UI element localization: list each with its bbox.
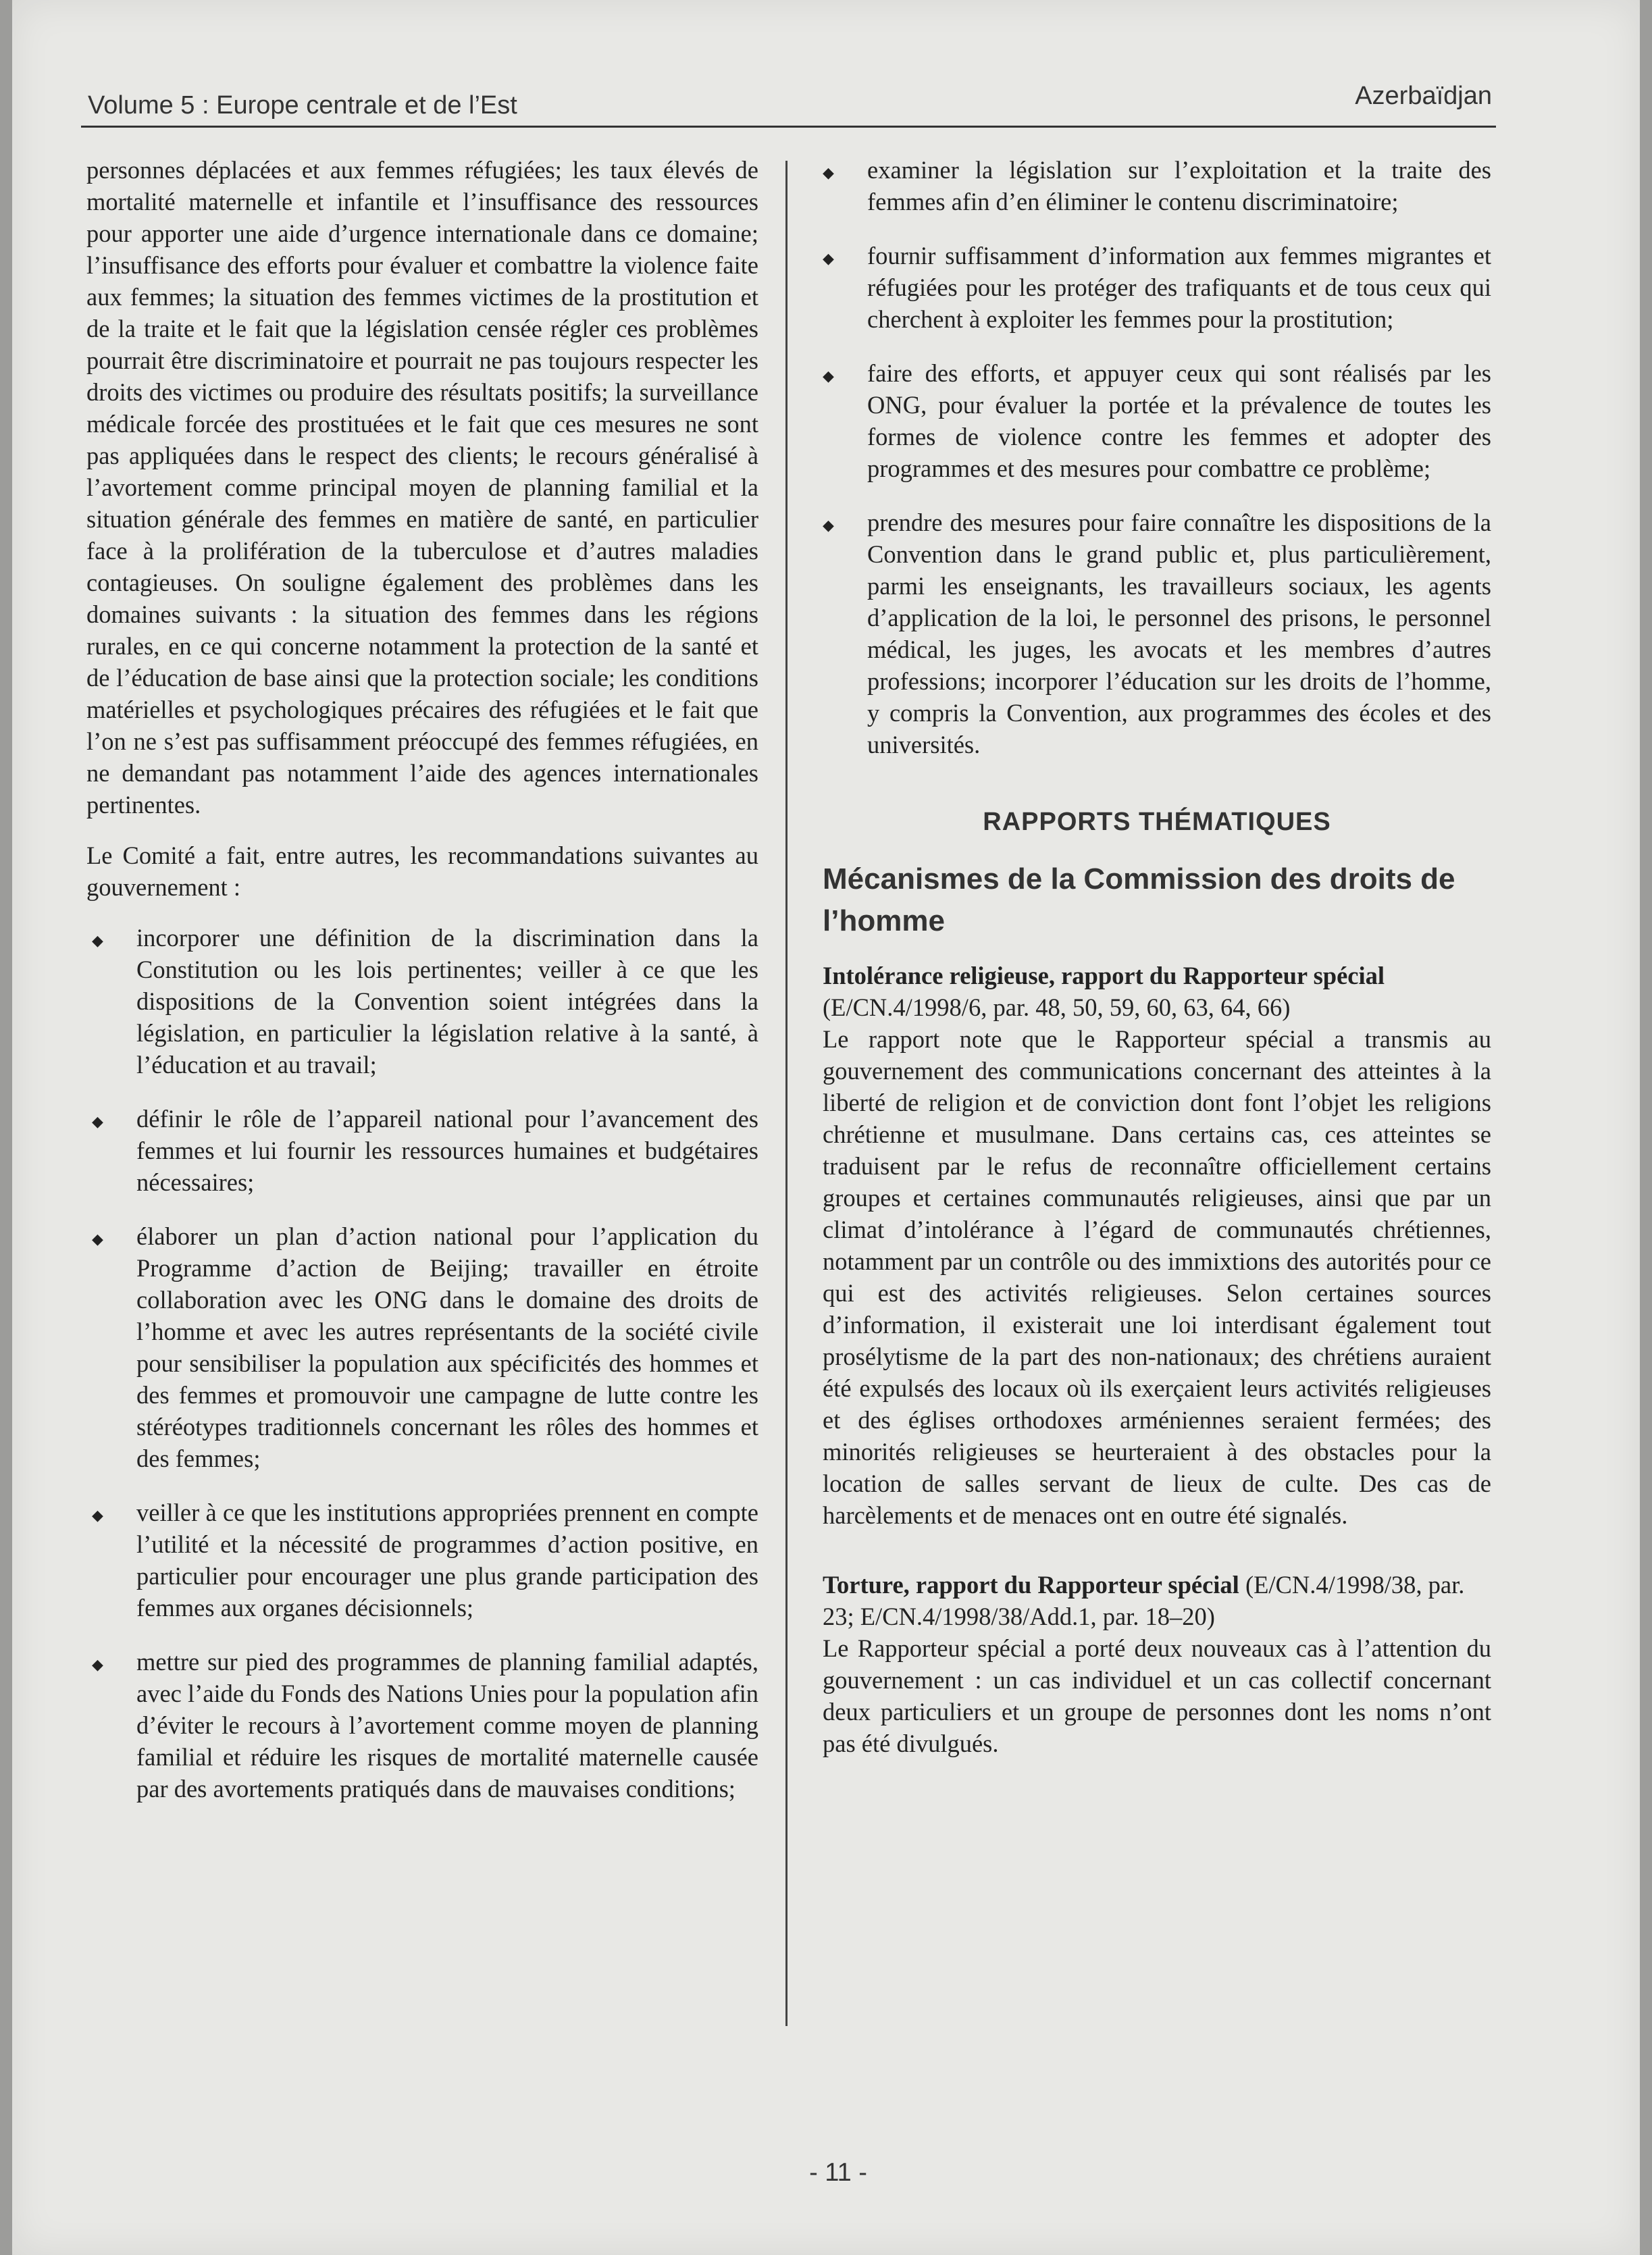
subsection-title: Mécanismes de la Commission des droits de l’homme [823, 862, 1455, 937]
list-item [86, 1220, 758, 1474]
document-page [12, 0, 1640, 2255]
list-item [86, 1497, 758, 1624]
list-item [823, 507, 1491, 760]
item-title: Intolérance religieuse, rapport du Rapporteur spécial [823, 962, 1385, 989]
list-item [86, 1103, 758, 1198]
list-item [86, 922, 758, 1081]
diamond-bullet-icon: ◆ [92, 1507, 103, 1524]
diamond-bullet-icon: ◆ [92, 1230, 103, 1247]
page-header [81, 74, 1496, 128]
diamond-bullet-icon: ◆ [92, 1113, 103, 1130]
diamond-bullet-icon: ◆ [823, 250, 834, 267]
header-country: Azerbaïdjan [1355, 82, 1492, 110]
diamond-bullet-icon: ◆ [92, 932, 103, 949]
list-item [823, 357, 1491, 484]
diamond-bullet-icon: ◆ [823, 517, 834, 534]
diamond-bullet-icon: ◆ [823, 164, 834, 181]
list-item-text: définir le rôle de l’appareil national pour l’avancement des femmes et lui fournir les ressources humaines et budgétaires nécessaires; [136, 1105, 758, 1196]
item-reference: (E/CN.4/1998/38, par. 23; E/CN.4/1998/38/Add.1, par. 18–20) [823, 1571, 1465, 1630]
column-divider [785, 161, 788, 2026]
recommendations-intro: Le Comité a fait, entre autres, les recommandations suivantes au gouvernement : [86, 841, 758, 901]
item-reference: (E/CN.4/1998/6, par. 48, 50, 59, 60, 63, 64, 66) [823, 993, 1291, 1021]
list-item-text: veiller à ce que les institutions appropriées prennent en compte l’utilité et la nécessité de programmes d’action positive, en particulier pour encourager une plus grande participation des femmes aux organes décisionnels; [136, 1499, 758, 1622]
recommendations-list-continued [823, 154, 1491, 760]
section-title: RAPPORTS THÉMATIQUES [983, 808, 1331, 836]
item-heading [823, 1569, 1491, 1632]
list-item-text: incorporer une définition de la discrimination dans la Constitution ou les lois pertinentes; veiller à ce que les dispositions de la Convention soient intégrées dans la législation, en particulier la législation relative à la santé, à l’éducation et au travail; [136, 924, 758, 1079]
item-heading [823, 960, 1491, 1023]
list-item-text: prendre des mesures pour faire connaître les dispositions de la Convention dans le grand public et, plus particulièrement, parmi les enseignants, les travailleurs sociaux, les agents d’application de la loi, le personnel des prisons, le personnel médical, les juges, les avocats et les membres d’autres professions; incorporer l’éducation sur les droits de l’homme, y compris la Convention, aux programmes des écoles et des universités. [867, 509, 1491, 758]
list-item-text: faire des efforts, et appuyer ceux qui sont réalisés par les ONG, pour évaluer la portée et la prévalence de toutes les formes de violence contre les femmes et adopter des programmes et des mesures pour combattre ce problème; [867, 359, 1491, 482]
item-body: Le Rapporteur spécial a porté deux nouveaux cas à l’attention du gouvernement : un cas individuel et un cas collectif concernant deux particuliers et un groupe de personnes dont les noms n’ont pas été divulgués. [823, 1634, 1491, 1757]
list-item [823, 154, 1491, 217]
list-item-text: élaborer un plan d’action national pour l’application du Programme d’action de Beijing; travailler en étroite collaboration avec les ONG dans le domaine des droits de l’homme et avec les autres représentants de la société civile pour sensibiliser la population aux spécificités des hommes et des femmes et promouvoir une campagne de lutte contre les stéréotypes traditionnels concernant les rôles des hommes et des femmes; [136, 1222, 758, 1472]
intro-paragraph: personnes déplacées et aux femmes réfugiées; les taux élevés de mortalité maternelle et infantile et l’insuffisance des ressources pour apporter une aide d’urgence internationale dans ce domaine; l’insuffisance des efforts pour évaluer et combattre la violence faite aux femmes; la situation des femmes victimes de la prostitution et de la traite et le fait que la législation censée régler ces problèmes pourrait être discriminatoire et pourrait ne pas toujours respecter les droits des victimes ou produire des résultats positifs; la surveillance médicale forcée des prostituées et le fait que ces mesures ne sont pas appliquées dans le respect des clients; le recours généralisé à l’avortement comme principal moyen de planning familial et la situation générale des femmes en matière de santé, en particulier face à la prolifération de la tuberculose et d’autres maladies contagieuses. On souligne également des problèmes dans les domaines suivants : la situation des femmes dans les régions rurales, en ce qui concerne notamment la protection de la santé et de l’éducation de base ainsi que la protection sociale; les conditions matérielles et psychologiques précaires des réfugiées et le fait que l’on ne s’est pas suffisamment préoccupé des femmes réfugiées, en ne demandant pas notamment l’aide des agences internationales pertinentes. [86, 156, 758, 819]
header-volume: Volume 5 : Europe centrale et de l’Est [88, 91, 517, 120]
left-column [86, 154, 758, 1827]
right-column [823, 154, 1491, 1797]
item-body: Le rapport note que le Rapporteur spécial a transmis au gouvernement des communications concernant des atteintes à la liberté de religion et de conviction dont font l’objet les religions chrétienne et musulmane. Dans certains cas, ces atteintes se traduisent par le refus de reconnaître officiellement certains groupes et certaines communautés religieuses, ainsi que par un climat d’intolérance à l’égard de communautés chrétiennes, notamment par un contrôle ou des immixtions des autorités pour ce qui est des activités religieuses. Selon certaines sources d’information, il existerait une loi interdisant également tout prosélytisme de la part des non-nationaux; des chrétiens auraient été expulsés des locaux où ils exerçaient leurs activités religieuses et des églises orthodoxes arméniennes seraient fermées; des minorités religieuses se heurteraient à des obstacles pour la location de salles servant de lieux de culte. Des cas de harcèlements et de menaces ont en outre été signalés. [823, 1025, 1491, 1529]
recommendations-list [86, 922, 758, 1805]
list-item-text: fournir suffisamment d’information aux femmes migrantes et réfugiées pour les protéger des trafiquants et de tous ceux qui cherchent à exploiter les femmes pour la prostitution; [867, 242, 1491, 333]
page-number: - 11 - [809, 2158, 867, 2187]
list-item-text: mettre sur pied des programmes de planning familial adaptés, avec l’aide du Fonds des Nations Unies pour la population afin d’éviter le recours à l’avortement comme moyen de planning familial et réduire les risques de mortalité maternelle causée par des avortements pratiqués dans de mauvaises conditions; [136, 1648, 758, 1803]
list-item [86, 1646, 758, 1805]
list-item [823, 240, 1491, 335]
diamond-bullet-icon: ◆ [823, 367, 834, 384]
list-item-text: examiner la législation sur l’exploitation et la traite des femmes afin d’en éliminer le contenu discriminatoire; [867, 156, 1491, 215]
diamond-bullet-icon: ◆ [92, 1656, 103, 1673]
item-title: Torture, rapport du Rapporteur spécial [823, 1571, 1239, 1599]
